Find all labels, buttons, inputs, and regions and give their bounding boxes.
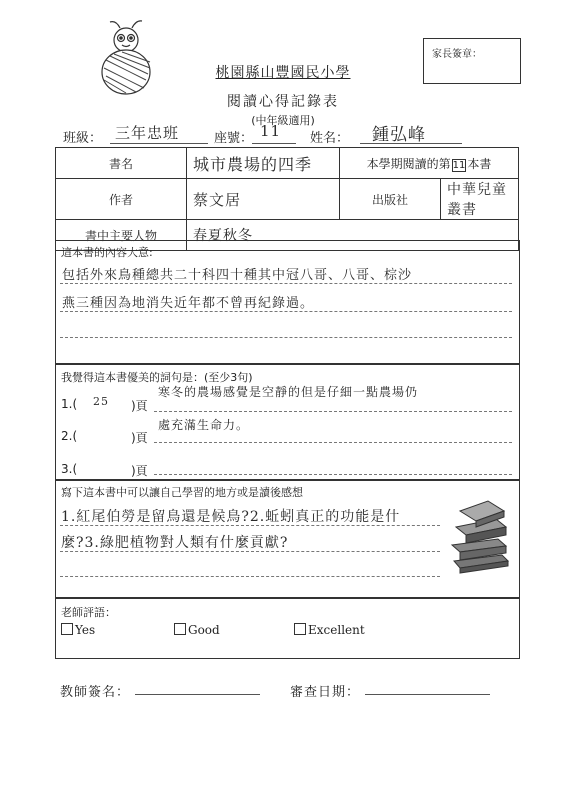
summary-line-2: 燕三種因為地消失近年都不曾再紀錄過。	[62, 296, 315, 311]
good-checkbox[interactable]	[174, 623, 186, 635]
book-info-table	[55, 147, 519, 251]
characters-value: 春夏秋冬	[187, 220, 519, 251]
yes-checkbox[interactable]	[61, 623, 73, 635]
name-value: 鍾弘峰	[372, 125, 426, 145]
phrase-1-text: 寒冬的農場感覺是空靜的但是仔細一點農場仍	[158, 385, 419, 399]
reflection-line-1: 1.紅尾伯勞是留鳥還是候鳥?2.蚯蚓真正的功能是什	[61, 509, 401, 525]
characters-label: 書中主要人物	[56, 220, 187, 251]
teacher-signature-label: 教師簽名：	[60, 685, 131, 700]
book-count-cell	[340, 148, 519, 179]
summary-label: 這本書的內容大意:	[61, 246, 153, 259]
review-date-label: 審查日期：	[290, 685, 361, 700]
reflection-label: 寫下這本書中可以讓自己學習的地方或是讀後感想	[61, 486, 303, 499]
form-title: 閱讀心得記錄表	[227, 94, 339, 110]
phrases-label: 我覺得這本書優美的詞句是：(至少3句)	[61, 371, 253, 384]
seat-value: 11	[260, 122, 282, 140]
grade-note: (中年級適用)	[251, 114, 315, 127]
phrase-2-text: 處充滿生命力。	[158, 418, 250, 432]
book-count-value: 11	[452, 159, 466, 171]
parent-signature-label: 家長簽章：	[432, 49, 482, 60]
good-label: Good	[188, 623, 220, 637]
publisher-value: 中華兒童叢書	[441, 179, 519, 220]
class-label: 班級：	[63, 131, 103, 146]
reflection-line-2: 麼?3.綠肥植物對人類有什麼貢獻?	[61, 535, 289, 551]
teacher-comment-section	[55, 597, 520, 659]
title-label: 書名	[56, 148, 187, 179]
option-excellent[interactable]	[294, 623, 365, 637]
author-value: 蔡文居	[187, 179, 340, 220]
name-label: 姓名：	[310, 131, 350, 146]
excellent-checkbox[interactable]	[294, 623, 306, 635]
phrase-1-close: )頁	[131, 399, 148, 413]
teacher-comment-label: 老師評語：	[61, 606, 116, 619]
book-count-prefix: 本學期閱讀的第	[366, 156, 451, 171]
book-stack-illustration	[446, 497, 514, 577]
seat-label: 座號：	[214, 131, 254, 146]
class-value: 三年忠班	[115, 124, 180, 142]
option-good[interactable]	[174, 623, 220, 637]
excellent-label: Excellent	[308, 623, 365, 637]
book-count-suffix: 本書	[467, 156, 492, 171]
phrase-1-page: 25	[93, 395, 109, 408]
yes-label: Yes	[75, 623, 96, 637]
school-name: 桃園縣山豐國民小學	[215, 65, 351, 81]
phrase-3-num: 3.(	[61, 462, 78, 476]
phrase-2-num: 2.(	[61, 429, 78, 443]
option-yes[interactable]	[61, 623, 95, 637]
publisher-label: 出版社	[340, 179, 441, 220]
summary-line-1: 包括外來鳥種總共二十科四十種其中冠八哥、八哥、棕沙	[62, 268, 413, 283]
phrase-1-num: 1.(	[61, 397, 78, 411]
title-value: 城市農場的四季	[187, 148, 340, 179]
author-label: 作者	[56, 179, 187, 220]
bookworm-illustration	[92, 18, 162, 98]
phrase-2-close: )頁	[131, 431, 148, 445]
phrase-3-close: )頁	[131, 464, 148, 478]
